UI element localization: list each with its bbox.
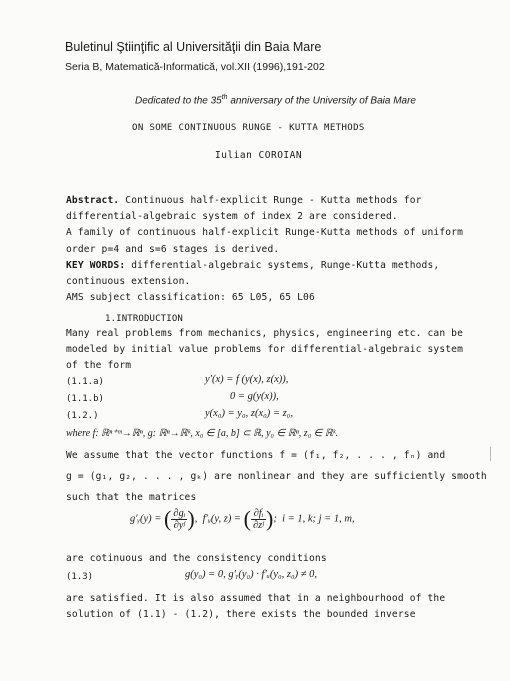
keywords-label: KEY WORDS:: [66, 260, 126, 271]
abstract-label: Abstract.: [66, 195, 120, 206]
paper-title: ON SOME CONTINUOUS RUNGE - KUTTA METHODS: [132, 123, 365, 133]
matrices-intro-line: such that the matrices: [66, 492, 197, 503]
paper-author: Iulian COROIAN: [215, 150, 303, 161]
equation-1-2: y(x₀) = y₀, z(x₀) = z₀,: [205, 408, 293, 419]
scan-mark: [490, 447, 491, 461]
ams-classification: AMS subject classification: 65 L05, 65 L06: [66, 292, 315, 303]
abstract-line-1: Abstract. Continuous half-explicit Runge - Kutta methods for: [66, 195, 422, 206]
abstract-line-4: order p=4 and s=6 stages is derived.: [66, 244, 280, 255]
equation-1-3: g(y₀) = 0, g′ᵧ(y₀) · f′ᵤ(y₀, z₀) ≠ 0,: [185, 569, 318, 580]
eq-label-1-1-a: (1.1.a): [66, 377, 104, 387]
keywords-line-2: continuous extension.: [66, 276, 191, 287]
keywords-line-1: KEY WORDS: differential-algebraic systems, Runge-Kutta methods,: [66, 260, 440, 271]
abstract-line-2: differential-algebraic system of index 2 are considered.: [66, 211, 398, 222]
intro-line-3: of the form: [66, 360, 132, 371]
abstract-line-3: A family of continuous half-explicit Runge-Kutta methods of uniform: [66, 227, 464, 238]
intro-line-2: modeled by initial value problems for differential-algebraic system: [66, 344, 464, 355]
equation-1-1-b: 0 = g(y(x)),: [230, 391, 279, 402]
fraction-dg-dy: $\frac{\text{∂gᵢ}}{\text{∂yʲ}}$: [173, 507, 186, 531]
eq-label-1-1-b: (1.1.b): [66, 394, 104, 404]
fraction-df-dz: $\frac{\text{∂fᵢ}}{\text{∂zʲ}}$: [252, 507, 264, 531]
journal-series: Seria B, Matematică-Informatică, vol.XII (1996),191-202: [65, 61, 325, 73]
assume-line: We assume that the vector functions f = (f₁, f₂, . . . , fₙ) and: [66, 450, 446, 461]
journal-name: Buletinul Ştiinţific al Universităţii din Baia Mare: [65, 40, 322, 54]
jacobian-matrices: g′ᵧ(y) = ( $\frac{\text{∂gᵢ}}{\text{∂yʲ}}$ ), f′ᵤ(y, z) = ( $\frac{\text{∂fᵢ}}{\text{∂zʲ}}$ ); i = 1, k; j = 1, m,: [130, 506, 355, 531]
where-line: where f: ℝⁿ⁺ᵐ→ℝⁿ, g: ℝⁿ→ℝᵏ, x₀ ∈ [a, b] ⊂ ℝ, y₀ ∈ ℝⁿ, z₀ ∈ ℝᵏ.: [66, 428, 339, 439]
g-definition-line: g = (g₁, g₂, . . . , gₖ) are nonlinear and they are sufficiently smooth: [66, 471, 487, 482]
section-heading: 1.INTRODUCTION: [105, 314, 183, 324]
intro-line-1: Many real problems from mechanics, physics, engineering etc. can be: [66, 328, 464, 339]
satisfied-line-2: solution of (1.1) - (1.2), there exists the bounded inverse: [66, 609, 416, 620]
eq-label-1-2: (1.2.): [66, 411, 99, 421]
eq-label-1-3: (1.3): [66, 572, 94, 582]
equation-1-1-a: y′(x) = f (y(x), z(x)),: [205, 374, 289, 385]
satisfied-line-1: are satisfied. It is also assumed that in a neighbourhood of the: [66, 593, 446, 604]
dedication: Dedicated to the 35th anniversary of the University of Baia Mare: [135, 94, 416, 107]
consistency-line: are cotinuous and the consistency conditions: [66, 553, 327, 564]
